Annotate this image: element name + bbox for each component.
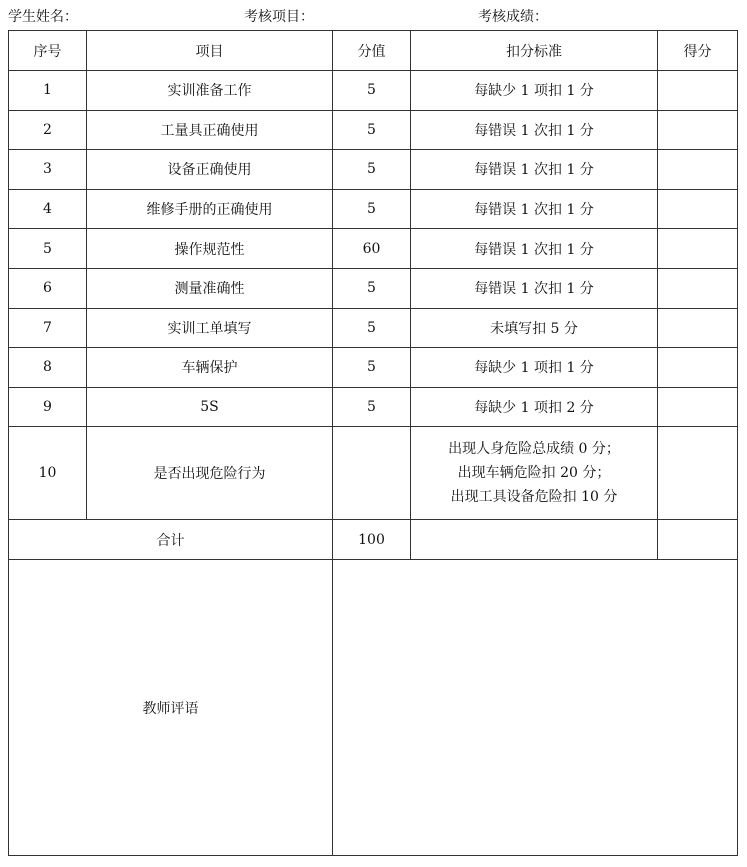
- row-item: 实训工单填写: [87, 308, 333, 348]
- student-name-label: 学生姓名：: [8, 9, 78, 25]
- score-label: 考核成绩：: [478, 9, 548, 25]
- row-points: 5: [333, 387, 411, 427]
- project-label: 考核项目：: [244, 9, 314, 25]
- row-score-cell[interactable]: [658, 387, 738, 427]
- row-points: 5: [333, 308, 411, 348]
- row-item: 工量具正确使用: [87, 110, 333, 150]
- row-score-cell[interactable]: [658, 150, 738, 190]
- total-points: 100: [333, 520, 411, 560]
- row-deduction: 每错误 1 次扣 1 分: [411, 110, 658, 150]
- table-row: [9, 387, 738, 427]
- row-item: 维修手册的正确使用: [87, 189, 333, 229]
- table-row: [9, 348, 738, 388]
- row-points: 60: [333, 229, 411, 269]
- column-header-deduction: 扣分标准: [411, 31, 658, 71]
- row-score-cell[interactable]: [658, 229, 738, 269]
- total-row: [9, 520, 738, 560]
- row-deduction: 每缺少 1 项扣 2 分: [411, 387, 658, 427]
- row-score-cell[interactable]: [658, 110, 738, 150]
- teacher-comment-field[interactable]: [333, 560, 738, 856]
- deduction-line: 出现工具设备危险扣 10 分: [450, 489, 618, 506]
- row-deduction: 每缺少 1 项扣 1 分: [411, 348, 658, 388]
- column-header-no: 序号: [9, 31, 87, 71]
- row-no: 1: [9, 71, 87, 111]
- row-score-cell[interactable]: [658, 308, 738, 348]
- row-item: 设备正确使用: [87, 150, 333, 190]
- row-score-cell[interactable]: [658, 189, 738, 229]
- row-deduction: 每错误 1 次扣 1 分: [411, 189, 658, 229]
- row-no: 3: [9, 150, 87, 190]
- teacher-comment-row: [9, 560, 738, 856]
- table-row: [9, 189, 738, 229]
- deduction-line: 出现人身危险总成绩 0 分；: [448, 441, 620, 458]
- deduction-line: 出现车辆危险扣 20 分；: [457, 465, 611, 482]
- row-no: 10: [9, 427, 87, 520]
- row-points: 5: [333, 268, 411, 308]
- table-row: [9, 110, 738, 150]
- row-item: 5S: [87, 387, 333, 427]
- row-deduction: 每错误 1 次扣 1 分: [411, 150, 658, 190]
- row-deduction: 未填写扣 5 分: [411, 308, 658, 348]
- row-no: 5: [9, 229, 87, 269]
- table-row-dangerous-behavior: [9, 427, 738, 520]
- table-row: [9, 229, 738, 269]
- form-header: [0, 6, 747, 26]
- row-item: 车辆保护: [87, 348, 333, 388]
- column-header-item: 项目: [87, 31, 333, 71]
- total-label: 合计: [9, 520, 333, 560]
- row-item: 测量准确性: [87, 268, 333, 308]
- table-row: [9, 308, 738, 348]
- row-no: 8: [9, 348, 87, 388]
- row-no: 7: [9, 308, 87, 348]
- row-deduction: 每缺少 1 项扣 1 分: [411, 71, 658, 111]
- row-points: 5: [333, 71, 411, 111]
- total-deduction-cell: [411, 520, 658, 560]
- row-points: 5: [333, 110, 411, 150]
- row-score-cell[interactable]: [658, 348, 738, 388]
- total-score-cell[interactable]: [658, 520, 738, 560]
- row-no: 2: [9, 110, 87, 150]
- column-header-points: 分值: [333, 31, 411, 71]
- table-header-row: [9, 31, 738, 71]
- row-points: 5: [333, 150, 411, 190]
- row-points: 5: [333, 189, 411, 229]
- assessment-table: [8, 30, 738, 856]
- row-item: 操作规范性: [87, 229, 333, 269]
- row-points: 5: [333, 348, 411, 388]
- table-row: [9, 150, 738, 190]
- row-no: 9: [9, 387, 87, 427]
- row-score-cell[interactable]: [658, 427, 738, 520]
- row-deduction: 每错误 1 次扣 1 分: [411, 268, 658, 308]
- row-points: [333, 427, 411, 520]
- row-score-cell[interactable]: [658, 71, 738, 111]
- row-item: 实训准备工作: [87, 71, 333, 111]
- row-item: 是否出现危险行为: [87, 427, 333, 520]
- row-deduction: 每错误 1 次扣 1 分: [411, 229, 658, 269]
- table-row: [9, 71, 738, 111]
- table-row: [9, 268, 738, 308]
- row-deduction: [411, 427, 658, 520]
- column-header-score: 得分: [658, 31, 738, 71]
- row-score-cell[interactable]: [658, 268, 738, 308]
- row-no: 6: [9, 268, 87, 308]
- teacher-comment-label: 教师评语: [9, 560, 333, 856]
- row-no: 4: [9, 189, 87, 229]
